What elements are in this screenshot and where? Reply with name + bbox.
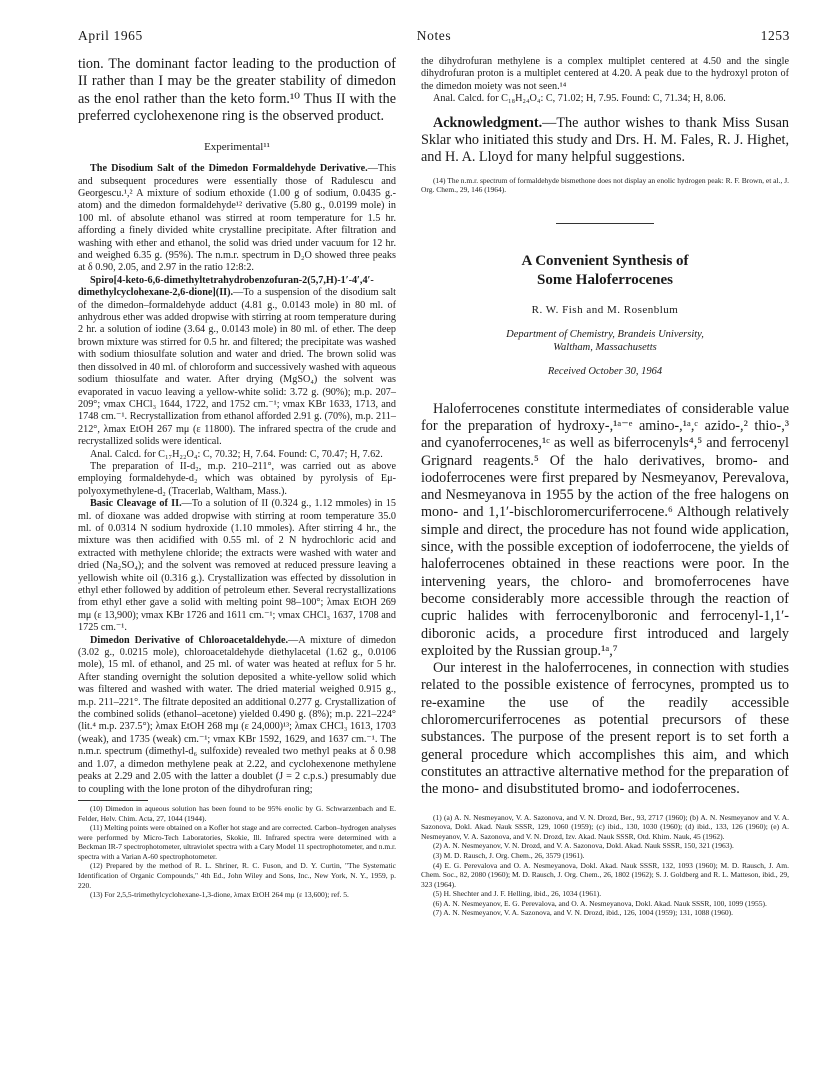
right-column [421,56,789,918]
section-chloroacetaldehyde [78,635,396,796]
received-date: Received October 30, 1964 [547,365,663,377]
section-body: —To a suspension of the disodium salt of the dimedon–formaldehyde adduct (4.81 g., 0.0143 mole) in 80 ml. of anhydrous ether was added dropwise with stirring at room temperature during 2 hr. a solution of iodine (3.64 g., 0.0143 mole) in 80 ml. of ether. The deep brown mixture was stirred for 0.5 hr. and filtered; the precipitate was washed with sodium thiosulfate solution and water and dried. The brown solid was then dissolved in 40 ml. of chloroform and successively washed with aqueous sodium thiosulfate and water. After drying (MgSO₄) the solvent was evaporated in vacuo leaving a yellow-white solid: 3.72 g. (90%); m.p. 207–209°; νmax CHCl₃ 1644, 1722, and 1752 cm.⁻¹; νmax KBr 1633, 1713, and 1748 cm.⁻¹. Recrystallization from ethanol afforded 2.91 g. (70%), m.p. 211–212°, λmax EtOH 267 mμ (ε 11800). The infrared spectra of the crude and recrystallized solids were identical. [78,287,396,448]
page-number: 1253 [760,28,790,43]
acknowledgment-body: —The author wishes to thank Miss Susan Sklar who initiated this study and Drs. H. M. Fales, R. J. Highet, and H. A. Lloyd for many helpful suggestions. [421,114,789,166]
body-paragraph-1: Haloferrocenes constitute intermediates of considerable value for the preparation of hydroxy-,¹ᵃ⁻ᵉ amino-,¹ᵃ,ᶜ azido-,² thio-,³ and cyanoferrocenes,¹ᶜ as well as biferrocenyls⁴,⁵ and ferrocenyl Grignard reagents.⁵ Of the halo derivatives, bromo- and iodoferrocenes were first prepared by Nesmeyanov, Perevalova, and Nesmeyanova in 1955 by the action of the free halogens on mono- and 1,1′-bischloromercuriferrocene.⁶ Although relatively simple and direct, the procedure has not found wide application, since, with the possible exception of iodoferrocene, the yields of haloferrocenes obtained in these reactions were poor. In the intervening years, the chloro- and bromoferrocenes have become considerably more accessible through the reaction of cupric halides with ferrocenylboronic and ferrocenyl-1,1′-diboronic acids, a procedure first introduced and largely exploited by the Russian group.¹ᵃ,⁷ [421,400,789,659]
section-heading: Dimedon Derivative of Chloroacetaldehyde. [90,634,289,646]
header-date: April 1965 [78,28,143,43]
acknowledgment [421,115,789,167]
footnote-10: (10) Dimedon in aqueous solution has been found to be 95% enolic by G. Schwarzenbach and E. Felder, Helv. Chim. Acta, 27, 1044 (1944). [78,803,396,823]
header-section: Notes [416,28,452,43]
footnote-11: (11) Melting points were obtained on a Kofler hot stage and are corrected. Carbon–hydrogen analyses were performed by Micro-Tech Laboratories, Skokie, Ill. Infrared spectra were determined with a Beckman IR-7 spectrophotometer, ultraviolet spectra with a Cary Model 11 spectrophotometer, and n.m.r. spectra with a Varian A-60 spectrophotometer. [78,823,396,861]
footnote-rule [78,800,148,801]
reference-3: (3) M. D. Rausch, J. Org. Chem., 26, 3579 (1961). [433,850,585,860]
analysis-line: Anal. Calcd. for C₁₇H₂₂O₄: C, 70.32; H, 7.64. Found: C, 70.47; H, 7.62. [90,448,383,460]
section-body: —To a solution of II (0.324 g., 1.12 mmoles) in 15 ml. of dioxane was added dropwise with stirring at room temperature 35.0 ml. of 0.0314 N sodium hydroxide (1.10 mmoles). After stirring 4 hr., the mixture was then acidified with 0.55 ml. of 2 N hydrochloric acid and extracted with methylene chloride; the extracts were washed with water and dried (Na₂SO₄); and the solvent was removed at reduced pressure leaving a yellowish white oil (0.316 g.). Crystallization was effected by dissolution in ethyl ether followed by addition of petroleum ether. Several recrystallizations from ethyl ether gave a solid with melting point 98–100°; λmax EtOH 269 mμ (ε 13,900); νmax KBr 1726 and 1611 cm.⁻¹; νmax CHCl₃ 1637, 1708 and 1725 cm.⁻¹. [78,498,396,634]
reference-7: (7) A. N. Nesmeyanov, V. A. Sazonova, and V. N. Drozd, ibid., 126, 1004 (1959); 131, 1088 (1960). [433,908,733,918]
footnote-14: (14) The n.m.r. spectrum of formaldehyde bismethone does not display an enolic hydrogen peak: R. F. Brown, et al., J. Org. Chem., 29, 146 (1964). [421,175,789,195]
authors: R. W. Fish and M. Rosenblum [531,303,679,316]
reference-1: (1) (a) A. N. Nesmeyanov, V. A. Sazonova, and V. N. Drozd, Ber., 93, 2717 (1960); (b) A. N. Nesmeyanov and V. A. Sazonova, Dokl. Akad. Nauk SSSR, 129, 1060 (1959); (c) ibid., 130, 1030 (1960); (d) ibid., 133, 126 (1960); (e) A. Nesmeyanov, V. A. Sazonova, and V. N. Drozd, Izv. Akad. Nauk SSSR, Otd. Khim. Nauk, 45 (1962). [421,812,789,841]
reference-4: (4) E. G. Perevalova and O. A. Nesmeyanova, Dokl. Akad. Nauk SSSR, 132, 1093 (1960); M. D. Rausch, J. Am. Chem. Soc., 82, 2080 (1960); M. D. Rausch, J. Org. Chem., 26, 1802 (1962); S. J. Goldberg and R. L. Matteson, ibid., 29, 323 (1964). [421,860,789,889]
acknowledgment-heading: Acknowledgment. [433,114,543,131]
section-heading: The Disodium Salt of the Dimedon Formaldehyde Derivative. [90,163,368,175]
title-line-2: Some Haloferrocenes [537,271,673,288]
intro-paragraph: tion. The dominant factor leading to the production of II rather than I may be the greater stability of dimedon as the enol rather than the keto form.¹⁰ Thus II with the preferred cyclohexenone ring is the observed product. [78,56,396,124]
section-disodium-salt [78,163,396,275]
affiliation-line-1: Department of Chemistry, Brandeis University, [506,328,704,340]
article-title [421,252,789,290]
deuterated-prep: The preparation of II-d₂, m.p. 210–211°, was carried out as above employing formaldehyde-d₂ which was obtained by pyrolysis of Eμ-polyoxymethylene-d₂ (Tracerlab, Waltham, Mass.). [78,460,396,497]
section-basic-cleavage [78,498,396,634]
affiliation-line-2: Waltham, Massachusetts [553,341,657,353]
section-spiro [78,275,396,449]
affiliation [421,328,789,354]
section-heading: Basic Cleavage of II. [90,498,182,510]
analysis-line: Anal. Calcd. for C₁₈H₂₄O₄: C, 71.02; H, 7.95. Found: C, 71.34; H, 8.06. [433,93,726,105]
continued-text: the dihydrofuran methylene is a complex multiplet centered at 4.50 and the single dihydrofuran proton is a multiplet centered at 4.20. A peak due to the hydroxyl proton of the dimedon moiety was not seen.¹⁴ [421,56,789,92]
section-body: —This and subsequent procedures were essentially those of Radulescu and Georgescu.¹,² A mixture of sodium ethoxide (1.00 g of sodium, 0.0435 g.-atom) and the dimedon formaldehyde¹² derivative (5.80 g., 0.0199 mole) in 100 ml. of absolute ethanol was stirred at room temperature for 1.5 hr. affording a finely divided white crystalline precipitate. After filtration and washing with ether and ethanol, the solid was dried under vacuum for 12 hr. and weighed 6.35 g. (95%). The n.m.r. spectrum in D₂O showed three peaks at δ 0.90, 2.05, and 2.97 in the ratio 12:8:2. [78,163,396,274]
reference-5: (5) H. Shechter and J. F. Helling, ibid., 26, 1034 (1961). [433,889,602,899]
section-body: —A mixture of dimedon (3.02 g., 0.0215 mole), chloroacetaldehyde diethylacetal (1.62 g., 0.0106 mole), 15 ml. of ethanol, and 25 ml. of water was heated at reflux for 5 hr. After standing overnight the solution deposited a white-yellow solid which was filtered and washed with water. The dried material weighed 0.915 g., m.p. 211–221°. The filtrate deposited an additional 0.277 g. Crystallization of the combined solids (ethanol–acetone) yielded 0.490 g. (8%); m.p. 221–224° (lit.⁴ m.p. 237.5°); λmax EtOH 268 mμ (ε 24,000)¹³; λmax CHCl₃ 1613, 1703 (weak), and 1735 (weak) cm.⁻¹; νmax KBr 1592, 1629, and 1637 cm.⁻¹. The n.m.r. spectrum (dimethyl-d₆ sulfoxide) revealed two methyl peaks at δ 0.98 and 1.07, a dimedon methylene peak at 2.22, and cyclohexenone methylene peaks at 2.29 and 2.05 with the latter a doublet (J = 2 c.p.s.) presumably due to coupling with the lone proton of the dihydrofuran ring; [78,634,396,795]
reference-6: (6) A. N. Nesmeyanov, E. G. Perevalova, and O. A. Nesmeyanova, Dokl. Akad. Nauk SSSR, 100, 1099 (1955). [433,898,767,908]
footnote-12: (12) Prepared by the method of R. L. Shriner, R. C. Fuson, and D. Y. Curtin, "The Systematic Identification of Organic Compounds," 4th Ed., John Wiley and Sons, Inc., New York, N. Y., 1959, p. 220. [78,861,396,890]
section-heading: Spiro[4-keto-6,6-dimethyltetrahydrobenzofuran-2(5,7,H)-1′-4′,4′-dimethylcyclohexane-2,6-dione](II). [78,274,374,299]
reference-2: (2) A. N. Nesmeyanov, V. N. Drozd, and V. A. Sazonova, Dokl. Akad. Nauk SSSR, 150, 321 (1963). [433,841,734,851]
footnote-13: (13) For 2,5,5-trimethylcyclohexane-1,3-dione, λmax EtOH 264 mμ (ε 13,600); ref. 5. [90,890,349,900]
experimental-heading: Experimental¹¹ [204,141,270,154]
body-paragraph-2: Our interest in the haloferrocenes, in connection with studies related to the possible existence of ferrocynes, prompted us to re-examine the use of the readily accessible chloromercuriferrocenes as potential precursors of these substances. The purpose of the present report is to set forth a general procedure which accomplishes this aim, and which constitutes an attractive alternative method for the preparation of the mono- and disubstituted bromo- and iodoferrocenes. [421,660,789,798]
left-column [78,56,396,900]
article-separator [556,223,654,224]
running-header [78,28,790,46]
title-line-1: A Convenient Synthesis of [521,252,689,269]
